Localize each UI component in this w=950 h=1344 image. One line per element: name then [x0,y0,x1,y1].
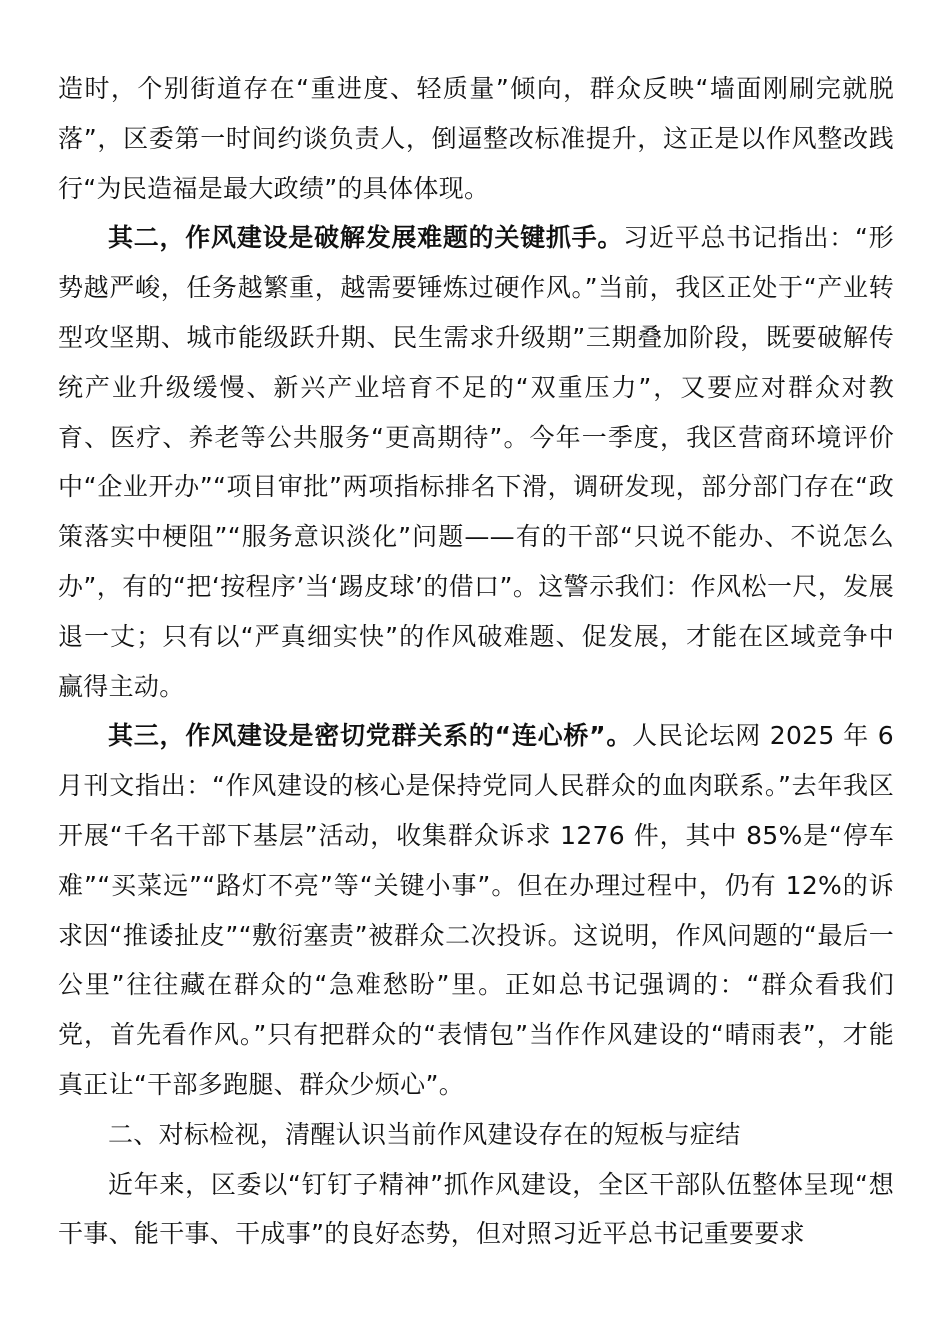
paragraph-continuation [58,64,894,213]
document-body [58,64,894,1259]
paragraph-point-two [58,213,894,711]
paragraph-text: 近年来，区委以“钉钉子精神”抓作风建设，全区干部队伍整体呈现“想干事、能干事、干成事”的良好态势，但对照习近平总书记重要要求 [58,1169,894,1249]
paragraph-lead: 其三，作风建设是密切党群关系的“连心桥”。 [108,721,633,751]
paragraph-text: 人民论坛网 2025 年 6 月刊文指出：“作风建设的核心是保持党同人民群众的血肉联系。”去年我区开展“千名干部下基层”活动，收集群众诉求 1276 件，其中 85%是“停车难”“买菜远”“路灯不亮”等“关键小事”。但在办理过程中，仍有 12%的诉求因“推诿扯皮”“敷衍塞责”被群众二次投诉。这说明，作风问题的“最后一公里”往往藏在群众的“急难愁盼”里。正如总书记强调的：“群众看我们党，首先看作风。”只有把群众的“表情包”当作作风建设的“晴雨表”，才能真正让“干部多跑腿、群众少烦心”。 [58,721,894,1099]
paragraph-point-three [58,711,894,1109]
section-heading-text: 二、对标检视，清醒认识当前作风建设存在的短板与症结 [108,1119,741,1149]
paragraph-text: 造时，个别街道存在“重进度、轻质量”倾向，群众反映“墙面刚刷完就脱落”，区委第一时间约谈负责人，倒逼整改标准提升，这正是以作风整改践行“为民造福是最大政绩”的具体体现。 [58,74,894,203]
paragraph-section-intro [58,1160,894,1260]
paragraph-text: 习近平总书记指出：“形势越严峻，任务越繁重，越需要锤炼过硬作风。”当前，我区正处于“产业转型攻坚期、城市能级跃升期、民生需求升级期”三期叠加阶段，既要破解传统产业升级缓慢、新兴产业培育不足的“双重压力”，又要应对群众对教育、医疗、养老等公共服务“更高期待”。今年一季度，我区营商环境评价中“企业开办”“项目审批”两项指标排名下滑，调研发现，部分部门存在“政策落实中梗阻”“服务意识淡化”问题——有的干部“只说不能办、不说怎么办”，有的“把‘按程序’当‘踢皮球’的借口”。这警示我们：作风松一尺，发展退一丈；只有以“严真细实快”的作风破难题、促发展，才能在区域竞争中赢得主动。 [58,223,894,701]
paragraph-lead: 其二，作风建设是破解发展难题的关键抓手。 [108,223,624,253]
section-heading [58,1110,894,1160]
